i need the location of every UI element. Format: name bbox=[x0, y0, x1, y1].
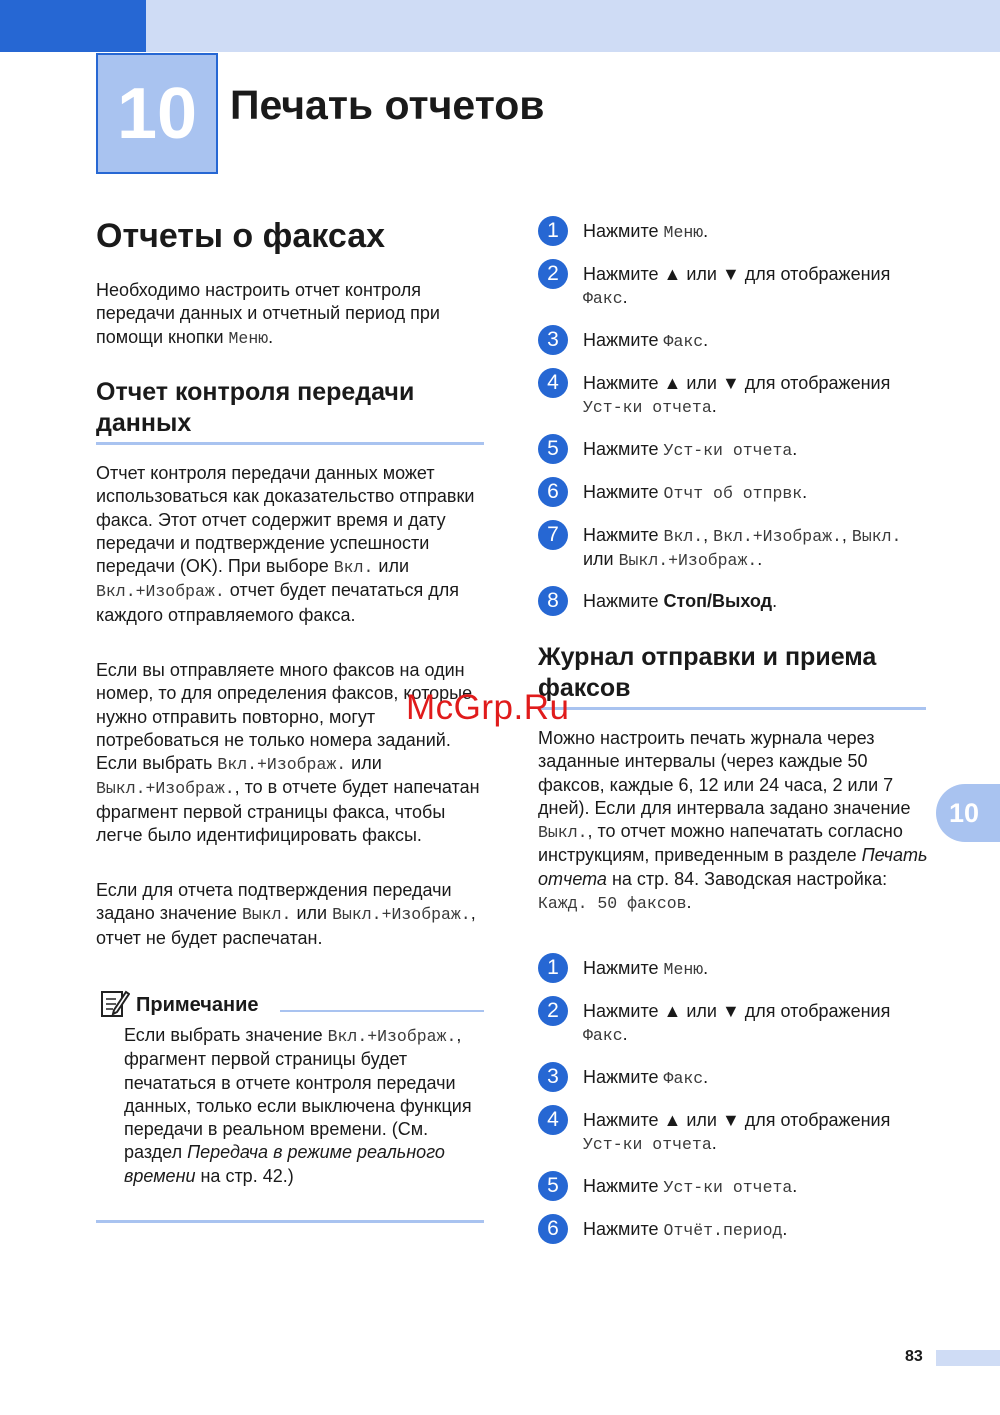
step-number-badge: 6 bbox=[538, 1214, 568, 1244]
subsection-title: Отчет контроля передачи данных bbox=[96, 378, 415, 437]
step-item bbox=[538, 1105, 930, 1155]
mono-text: Отчёт.период bbox=[663, 1221, 783, 1240]
watermark: McGrp.Ru bbox=[406, 688, 570, 727]
text-run: Нажмите bbox=[583, 221, 664, 241]
text-run: Нажмите bbox=[583, 482, 664, 502]
note-text bbox=[124, 1024, 486, 1188]
note-bottom-rule bbox=[96, 1220, 484, 1223]
text-run: или bbox=[373, 556, 410, 577]
italic-text: Печать отчета bbox=[538, 845, 928, 889]
text-run: . bbox=[711, 1133, 717, 1154]
chapter-title: Печать отчетов bbox=[230, 82, 545, 128]
step-number-badge: 2 bbox=[538, 259, 568, 289]
section-title-block bbox=[96, 218, 486, 255]
text-run: . bbox=[792, 439, 798, 459]
text-run: отчет будет печататься для каждого отправляемого факса. bbox=[96, 580, 460, 625]
paragraph-1-text bbox=[96, 462, 486, 627]
step-text bbox=[583, 590, 933, 613]
bold-text: Стоп/Выход bbox=[663, 591, 773, 611]
text-run: Нажмите ▲ или ▼ для отображения bbox=[583, 1001, 891, 1021]
text-run: . bbox=[782, 1219, 788, 1239]
note-pencil-icon bbox=[100, 988, 130, 1018]
text-run: . bbox=[622, 1024, 628, 1045]
mono-text: Вкл.+Изображ. bbox=[713, 527, 842, 546]
step-text bbox=[583, 1109, 933, 1157]
intro-paragraph bbox=[96, 279, 486, 350]
text-run: Если вы отправляете много факсов на один номер, то для определения факсов, которые нужно отправить повторно, могут потребоваться не только номера заданий. Если выбрать bbox=[96, 660, 473, 774]
subsection-rule bbox=[96, 442, 484, 445]
mono-text: Отчт об отпрвк bbox=[663, 484, 803, 503]
mono-text: Кажд. 50 факсов bbox=[538, 894, 687, 914]
text-run: Если для отчета подтверждения передачи задано значение bbox=[96, 880, 452, 924]
paragraph-journal bbox=[538, 727, 930, 915]
page-number: 83 bbox=[905, 1348, 923, 1365]
note-body bbox=[124, 1024, 486, 1188]
step-number-badge: 4 bbox=[538, 368, 568, 398]
italic-text: Передача в режиме реального времени bbox=[124, 1142, 445, 1186]
mono-text: Меню bbox=[228, 328, 269, 348]
text-run: , bbox=[841, 525, 852, 545]
subsection-heading-1 bbox=[96, 377, 486, 439]
note-header bbox=[96, 986, 484, 1022]
step-text bbox=[583, 263, 933, 311]
text-run: Нажмите bbox=[583, 1067, 664, 1087]
step-number-badge: 7 bbox=[538, 520, 568, 550]
text-run: Нажмите bbox=[583, 1176, 664, 1196]
text-run: , bbox=[703, 525, 714, 545]
mono-text: Факс bbox=[583, 1026, 623, 1046]
text-run: . bbox=[622, 287, 628, 308]
text-run: Нажмите ▲ или ▼ для отображения bbox=[583, 373, 891, 393]
text-run: . bbox=[757, 549, 763, 570]
text-run: . bbox=[703, 1067, 709, 1087]
step-number-badge: 6 bbox=[538, 477, 568, 507]
text-run: Нажмите ▲ или ▼ для отображения bbox=[583, 1110, 891, 1130]
step-number-badge: 1 bbox=[538, 953, 568, 983]
mono-text: Выкл.+Изображ. bbox=[96, 779, 235, 799]
step-number-badge: 3 bbox=[538, 325, 568, 355]
page-number-bar bbox=[936, 1350, 1000, 1366]
text-run: . bbox=[268, 326, 274, 347]
mono-text: Выкл. bbox=[241, 905, 292, 925]
text-run: . bbox=[703, 330, 709, 350]
text-run: Если выбрать значение bbox=[124, 1025, 328, 1045]
text-run: Нажмите bbox=[583, 1219, 664, 1239]
mono-text: Факс bbox=[663, 1069, 704, 1088]
mono-text: Уст-ки отчета bbox=[663, 441, 793, 460]
mono-text: Выкл. bbox=[851, 527, 902, 546]
step-number-badge: 8 bbox=[538, 586, 568, 616]
step-text bbox=[583, 220, 933, 244]
step-number-badge: 2 bbox=[538, 996, 568, 1026]
text-run: . bbox=[703, 958, 709, 978]
text-run: или bbox=[291, 903, 333, 924]
step-number-badge: 1 bbox=[538, 216, 568, 246]
text-run: . bbox=[772, 591, 778, 611]
mono-text: Вкл.+Изображ. bbox=[96, 582, 225, 602]
mono-text: Уст-ки отчета bbox=[583, 1135, 712, 1155]
subsection-rule-2 bbox=[538, 707, 926, 710]
step-item bbox=[538, 368, 930, 418]
text-run: Отчет контроля передачи данных может использоваться как доказательство отправки факса. Этот отчет содержит время и дату передачи и подтверждение успешности передачи (OK). При выборе bbox=[96, 463, 475, 577]
text-run: . bbox=[711, 396, 717, 417]
text-run: Можно настроить печать журнала через заданные интервалы (через каждые 50 факсов, каждые 6, 12 или 24 часа, 2 или 7 дней). Если для интервала задано значение bbox=[538, 728, 911, 818]
paragraph-3-text bbox=[96, 879, 486, 950]
mono-text: Выкл. bbox=[538, 823, 588, 843]
text-run: Необходимо настроить отчет контроля передачи данных и отчетный период при помощи кнопки bbox=[96, 280, 440, 347]
mono-text: Уст-ки отчета bbox=[663, 1178, 793, 1197]
header-band-light bbox=[146, 0, 1000, 52]
note-rule bbox=[280, 1010, 484, 1012]
chapter-side-tab: 10 bbox=[936, 784, 1000, 842]
step-item bbox=[538, 1214, 930, 1264]
step-text bbox=[583, 1218, 933, 1242]
text-run: Нажмите bbox=[583, 439, 664, 459]
text-run: или bbox=[346, 753, 382, 774]
step-item bbox=[538, 996, 930, 1046]
text-run: , то в отчете будет напечатан фрагмент первой страницы факса, чтобы легче было идентифицировать факсы. bbox=[96, 777, 480, 846]
mono-text: Меню bbox=[663, 223, 704, 242]
text-run: на стр. 84. Заводская настройка: bbox=[606, 868, 888, 889]
step-number-badge: 5 bbox=[538, 434, 568, 464]
paragraph-journal-text bbox=[538, 727, 930, 915]
text-run: Нажмите bbox=[583, 330, 664, 350]
intro-text bbox=[96, 279, 486, 350]
section-title: Отчеты о факсах bbox=[96, 217, 386, 255]
mono-text: Уст-ки отчета bbox=[583, 398, 712, 418]
text-run: Нажмите bbox=[583, 591, 664, 611]
subsection-title-2: Журнал отправки и приема факсов bbox=[538, 643, 877, 702]
step-item bbox=[538, 586, 930, 636]
text-run: или bbox=[583, 549, 619, 570]
text-run: , фрагмент первой страницы будет печататься в отчете контроля передачи данных, только если выключена функция передачи в реальном времени. (См. раздел bbox=[124, 1025, 472, 1163]
subsection-heading-2 bbox=[538, 642, 930, 704]
text-run: на стр. 42.) bbox=[195, 1165, 294, 1186]
step-text bbox=[583, 1000, 933, 1048]
step-number-badge: 5 bbox=[538, 1171, 568, 1201]
note-title: Примечание bbox=[136, 994, 259, 1016]
step-number-badge: 3 bbox=[538, 1062, 568, 1092]
paragraph-1 bbox=[96, 462, 486, 627]
text-run: . bbox=[802, 482, 808, 502]
chapter-number-box bbox=[96, 53, 218, 174]
step-item bbox=[538, 259, 930, 309]
mono-text: Вкл. bbox=[663, 527, 704, 546]
text-run: . bbox=[703, 221, 709, 241]
step-text bbox=[583, 329, 933, 353]
mono-text: Меню bbox=[663, 960, 704, 979]
step-text bbox=[583, 438, 933, 462]
mono-text: Выкл.+Изображ. bbox=[618, 551, 758, 571]
header-band-dark bbox=[0, 0, 146, 52]
step-text bbox=[583, 481, 933, 505]
mono-text: Вкл.+Изображ. bbox=[327, 1027, 457, 1046]
step-text bbox=[583, 1175, 933, 1199]
text-run: Нажмите ▲ или ▼ для отображения bbox=[583, 264, 891, 284]
text-run: Нажмите bbox=[583, 525, 664, 545]
text-run: . bbox=[686, 892, 692, 913]
chapter-number: 10 bbox=[116, 73, 198, 154]
text-run: Нажмите bbox=[583, 958, 664, 978]
text-run: . bbox=[792, 1176, 798, 1196]
mono-text: Вкл.+Изображ. bbox=[217, 755, 347, 775]
step-text bbox=[583, 1066, 933, 1090]
mono-text: Выкл.+Изображ. bbox=[332, 905, 471, 925]
mono-text: Факс bbox=[583, 289, 623, 309]
paragraph-3 bbox=[96, 879, 486, 950]
step-item bbox=[538, 520, 930, 570]
text-run: , то отчет можно напечатать согласно инструкциям, приведенным в разделе bbox=[538, 821, 903, 866]
step-text bbox=[583, 957, 933, 981]
mono-text: Вкл. bbox=[333, 558, 374, 578]
step-text bbox=[583, 524, 933, 573]
step-number-badge: 4 bbox=[538, 1105, 568, 1135]
step-text bbox=[583, 372, 933, 420]
mono-text: Факс bbox=[663, 332, 704, 351]
text-run: , отчет не будет распечатан. bbox=[96, 903, 476, 948]
